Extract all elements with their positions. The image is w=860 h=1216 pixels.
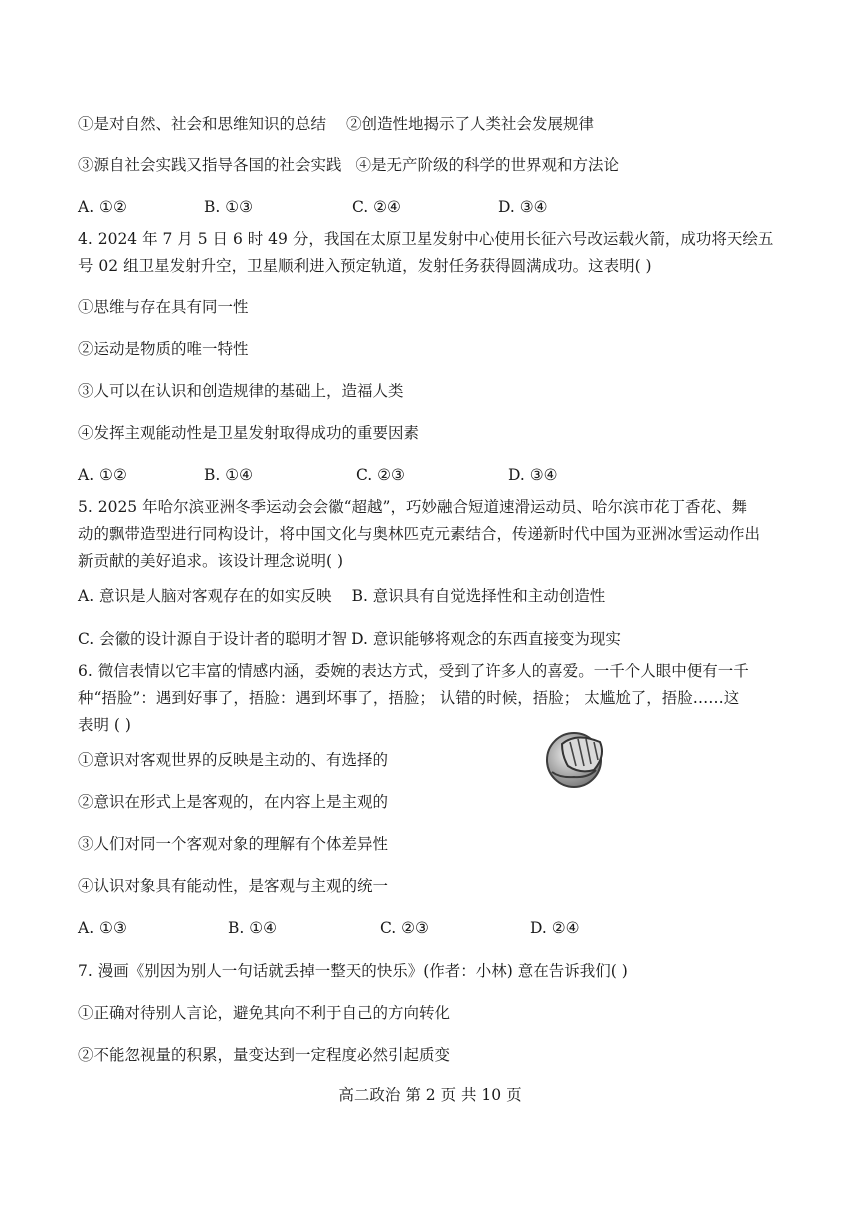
q6-stem-1: 6. 微信表情以它丰富的情感内涵，委婉的表达方式，受到了许多人的喜爱。一千个人眼中便有一千 [78,662,749,680]
q5-stem-1: 5. 2025 年哈尔滨亚洲冬季运动会会徽“超越”，巧妙融合短道速滑运动员、哈尔滨市花丁香花、舞 [78,498,747,516]
q6-choice-a: A. ①③ [78,919,127,937]
q4-choice-b: B. ①④ [204,466,254,484]
q6-item-3: ③人们对同一个客观对象的理解有个体差异性 [78,835,389,853]
q4-choices [78,465,558,485]
q5-choices-ab [78,586,605,606]
q3-choice-b: B. ①③ [204,198,254,216]
q3-opt3: ③源自社会实践又指导各国的社会实践 [78,156,342,174]
q4-choice-c: C. ②③ [356,466,405,484]
q5-stem-2: 动的飘带造型进行同构设计，将中国文化与奥林匹克元素结合，传递新时代中国为亚洲冰雪运动作出 [78,525,761,543]
q6-item-1: ①意识对客观世界的反映是主动的、有选择的 [78,751,389,769]
q4-item-3: ③人可以在认识和创造规律的基础上，造福人类 [78,382,404,400]
q6-item-4: ④认识对象具有能动性，是客观与主观的统一 [78,877,389,895]
q3-row-1 [78,114,594,134]
q4-stem-1: 4. 2024 年 7 月 5 日 6 时 49 分，我国在太原卫星发射中心使用长征六号改运载火箭，成功将天绘五 [78,230,774,248]
q6-stem-3: 表明 ( ) [78,716,131,734]
q5-choice-a: A. 意识是人脑对客观存在的如实反映 [78,587,332,605]
q6-choice-c: C. ②③ [380,919,429,937]
facepalm-emoji-icon [540,728,612,790]
page-footer: 高二政治 第 2 页 共 10 页 [338,1086,522,1104]
q5-choices-cd [78,629,621,649]
q3-choice-a: A. ①② [78,198,127,216]
q4-choice-a: A. ①② [78,466,127,484]
q4-choice-d: D. ③④ [508,466,558,484]
q3-opt2: ②创造性地揭示了人类社会发展规律 [346,115,595,133]
q4-item-2: ②运动是物质的唯一特性 [78,340,249,358]
q6-choices [78,918,580,938]
q4-item-1: ①思维与存在具有同一性 [78,298,249,316]
q7-item-2: ②不能忽视量的积累，量变达到一定程度必然引起质变 [78,1046,451,1064]
q5-stem-3: 新贡献的美好追求。该设计理念说明( ) [78,552,344,570]
q3-choice-c: C. ②④ [352,198,401,216]
q7-item-1: ①正确对待别人言论，避免其向不利于自己的方向转化 [78,1004,451,1022]
q5-choice-c: C. 会徽的设计源自于设计者的聪明才智 [78,630,348,648]
q3-choices [78,197,548,217]
q6-choice-d: D. ②④ [530,919,580,937]
q7-stem: 7. 漫画《别因为别人一句话就丢掉一整天的快乐》(作者：小林) 意在告诉我们( ) [78,962,628,980]
q6-choice-b: B. ①④ [228,919,278,937]
q5-choice-d: D. 意识能够将观念的东西直接变为现实 [351,630,621,648]
q3-opt1: ①是对自然、社会和思维知识的总结 [78,115,327,133]
q3-choice-d: D. ③④ [498,198,548,216]
q6-stem-2: 种“捂脸”：遇到好事了，捂脸：遇到坏事了，捂脸； 认错的时候，捂脸； 太尴尬了，捂脸……这 [78,689,740,707]
q4-item-4: ④发挥主观能动性是卫星发射取得成功的重要因素 [78,424,420,442]
q6-item-2: ②意识在形式上是客观的，在内容上是主观的 [78,793,389,811]
q4-stem-2: 号 02 组卫星发射升空，卫星顺利进入预定轨道，发射任务获得圆满成功。这表明( ) [78,257,652,275]
q3-row-2 [78,155,619,175]
q5-choice-b: B. 意识具有自觉选择性和主动创造性 [351,587,606,605]
q3-opt4: ④是无产阶级的科学的世界观和方法论 [355,156,620,174]
